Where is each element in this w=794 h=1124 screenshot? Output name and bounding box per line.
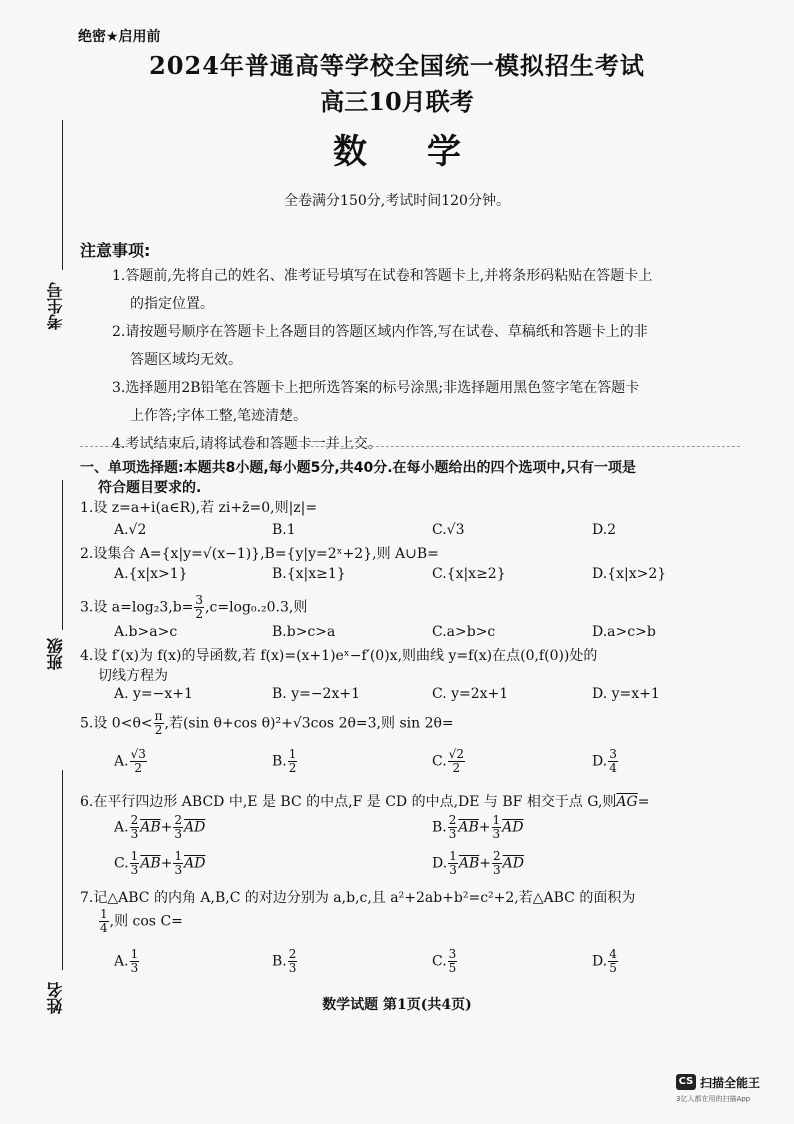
fraction (448, 748, 465, 775)
section-heading-line: 一、单项选择题:本题共8小题,每小题5分,共40分.在每小题给出的四个选项中,只有一项是 (80, 460, 636, 476)
vector-ad: $\overline{AD}$ (184, 855, 206, 872)
question-stem: ,若(sin θ+cos θ)²+√3cos 2θ=3,则 sin 2θ= (164, 715, 454, 732)
notice-item: 2.请按题号顺序在答题卡上各题目的答题区域内作答,写在试卷、草稿纸和答题卡上的非 (112, 324, 648, 340)
fraction (154, 710, 164, 737)
option-c (432, 748, 466, 775)
camscanner-name: 扫描全能王 (700, 1076, 761, 1090)
vector-ab: $\overline{AB}$ (140, 855, 161, 872)
fraction-num: √3 (130, 747, 146, 761)
fraction (288, 948, 298, 975)
plus-sign: + (479, 855, 491, 872)
option-letter: D. (432, 855, 448, 872)
fraction (130, 948, 140, 975)
option-letter: C. (114, 855, 129, 872)
side-label-exam-no: 考生号 (46, 282, 65, 330)
fraction-den: 3 (492, 863, 501, 877)
option-a (114, 814, 205, 841)
fraction-den: 5 (448, 961, 457, 975)
vector-ad: $\overline{AD}$ (502, 855, 524, 872)
fraction-den: 3 (130, 863, 139, 877)
fraction (130, 748, 147, 775)
question-3 (80, 594, 740, 621)
fraction-num: 2 (288, 947, 297, 961)
option-letter: A. (114, 819, 129, 836)
divider (80, 446, 740, 448)
option-letter: B. (272, 753, 287, 770)
fraction-num: 1 (288, 747, 297, 761)
option-d: D.a>c>b (592, 624, 656, 640)
question-stem: ,则 cos C= (109, 913, 183, 930)
fraction-num: 3 (448, 947, 457, 961)
camscanner-tagline: 3亿人都在用的扫描App (676, 1095, 751, 1103)
camscanner-logo-icon: CS (676, 1074, 696, 1090)
fraction-num: 2 (174, 813, 182, 827)
fraction-num: 2 (130, 813, 139, 827)
question-stem: 4.设 f′(x)为 f(x)的导函数,若 f(x)=(x+1)eˣ−f′(0)x,则曲线 y=f(x)在点(0,f(0))处的 (80, 648, 598, 664)
option-b (272, 948, 298, 975)
fraction-den: 3 (449, 863, 457, 877)
option-a: A.{x|x>1} (114, 566, 188, 582)
fraction-num: 1 (130, 849, 139, 863)
option-d (432, 850, 524, 877)
question-stem: 2.设集合 A={x|y=√(x−1)},B={y|y=2ˣ+2},则 A∪B= (80, 546, 439, 562)
fraction-num: 3 (609, 747, 617, 761)
question-stem: 3.设 a=log₂3,b= (80, 599, 194, 616)
question-stem: 1.设 z=a+i(a∈R),若 zi+z̄=0,则|z|= (80, 500, 318, 516)
option-c: C.{x|x≥2} (432, 566, 506, 582)
fraction-num: 2 (492, 849, 501, 863)
vector-ab: $\overline{AB}$ (140, 819, 161, 836)
option-letter: B. (432, 819, 447, 836)
fraction (492, 814, 502, 841)
fraction (608, 748, 618, 775)
option-b: B.{x|x≥1} (272, 566, 346, 582)
option-letter: C. (432, 753, 447, 770)
option-letter: D. (592, 753, 608, 770)
option-a (114, 948, 140, 975)
fraction-den: 4 (609, 761, 617, 775)
fraction (608, 948, 618, 975)
fraction-num: 1 (492, 813, 501, 827)
question-stem: 7.记△ABC 的内角 A,B,C 的对边分别为 a,b,c,且 a²+2ab+b²=c²+2,若△ABC 的面积为 (80, 890, 636, 906)
notice-item: 上作答;字体工整,笔迹清楚。 (130, 408, 308, 424)
option-letter: B. (272, 953, 287, 970)
option-c: C.√3 (432, 522, 465, 538)
fraction-num: 2 (448, 813, 457, 827)
fraction-num: π (154, 709, 163, 723)
option-a: A. y=−x+1 (114, 686, 193, 702)
notice-list (112, 262, 740, 458)
option-c (432, 948, 458, 975)
question-2 (80, 544, 740, 564)
fraction-num: 4 (609, 947, 617, 961)
question-1 (80, 498, 740, 518)
option-b: B. y=−2x+1 (272, 686, 360, 702)
full-score-note: 全卷满分150分,考试时间120分钟。 (284, 193, 510, 209)
option-c: C.a>b>c (432, 624, 496, 640)
notice-item: 的指定位置。 (130, 296, 214, 312)
fraction (288, 748, 298, 775)
fraction (194, 594, 204, 621)
option-a (114, 748, 148, 775)
notice-item: 答题区域均无效。 (130, 352, 242, 368)
plus-sign: + (478, 819, 491, 836)
side-label-name: 姓名 (46, 982, 65, 1014)
option-letter: C. (432, 953, 447, 970)
fraction-den: 2 (134, 761, 143, 775)
question-4 (80, 646, 740, 686)
option-letter: D. (592, 953, 608, 970)
fraction-den: 3 (130, 827, 139, 841)
option-b: B.b>c>a (272, 624, 336, 640)
fraction (448, 850, 458, 877)
option-d: D. y=x+1 (592, 686, 660, 702)
exam-subtitle: 高三10月联考 (320, 87, 474, 116)
fraction (173, 814, 183, 841)
question-5 (80, 710, 740, 737)
fraction (448, 948, 458, 975)
option-letter: A. (114, 953, 129, 970)
option-a: A.b>a>c (114, 624, 178, 640)
vector-ag: $\overline{AG}$ (616, 794, 638, 810)
option-d (592, 748, 619, 775)
question-stem: ,c=log₀.₂0.3,则 (205, 599, 308, 616)
fraction-den: 3 (492, 827, 501, 841)
option-a: A.√2 (114, 522, 147, 538)
fraction-den: 5 (609, 961, 617, 975)
fraction-den: 2 (452, 761, 461, 775)
equals-sign: = (637, 794, 650, 810)
fraction (99, 908, 109, 935)
option-b: B.1 (272, 522, 296, 538)
fraction (130, 850, 140, 877)
vector-ad: $\overline{AD}$ (502, 819, 524, 836)
fraction (492, 850, 502, 877)
option-b (432, 814, 524, 841)
option-d (592, 948, 619, 975)
fraction-den: 3 (130, 961, 139, 975)
option-c: C. y=2x+1 (432, 686, 509, 702)
option-d: D.2 (592, 522, 617, 538)
notice-item: 4.考试结束后,请将试卷和答题卡一并上交。 (112, 436, 382, 452)
option-d: D.{x|x>2} (592, 566, 667, 582)
fraction-num: 1 (449, 849, 457, 863)
option-b (272, 748, 298, 775)
fraction-den: 3 (174, 827, 182, 841)
section-heading-line: 符合题目要求的. (98, 480, 202, 496)
secret-label: 绝密★启用前 (78, 29, 161, 45)
page-footer: 数学试题 第1页(共4页) (322, 997, 472, 1013)
fraction-den: 3 (448, 827, 457, 841)
side-label-class: 班级 (46, 638, 65, 670)
fraction (448, 814, 458, 841)
fraction (173, 850, 183, 877)
side-line-exam-no (62, 120, 63, 270)
question-stem: 5.设 0<θ< (80, 715, 153, 732)
fraction-num: √2 (448, 747, 464, 761)
question-6 (80, 792, 740, 812)
subject-title: 数学 (333, 132, 521, 172)
fraction-den: 2 (288, 761, 297, 775)
side-line-name (62, 770, 63, 970)
vector-ad: $\overline{AD}$ (183, 819, 206, 836)
option-c (114, 850, 205, 877)
fraction-den: 4 (100, 921, 108, 935)
question-stem: 6.在平行四边形 ABCD 中,E 是 BC 的中点,F 是 CD 的中点,DE 与 BF 相交于点 G,则 (80, 794, 617, 810)
fraction-den: 2 (154, 723, 163, 737)
fraction-num: 1 (130, 947, 139, 961)
section-heading (80, 458, 740, 498)
question-7 (80, 888, 740, 935)
notice-heading: 注意事项: (80, 241, 151, 260)
exam-title: 2024年普通高等学校全国统一模拟招生考试 (149, 51, 645, 80)
fraction (130, 814, 140, 841)
notice-item: 3.选择题用2B铅笔在答题卡上把所选答案的标号涂黑;非选择题用黑色签字笔在答题卡 (112, 380, 640, 396)
plus-sign: + (160, 855, 173, 872)
fraction-den: 3 (288, 961, 297, 975)
fraction-num: 1 (174, 849, 183, 863)
option-letter: A. (114, 753, 129, 770)
vector-ab: $\overline{AB}$ (458, 819, 479, 836)
fraction-den: 2 (195, 607, 204, 621)
side-line-class (62, 480, 63, 630)
fraction-den: 3 (174, 863, 183, 877)
plus-sign: + (160, 819, 173, 836)
fraction-num: 1 (100, 907, 108, 921)
question-stem: 切线方程为 (98, 668, 168, 684)
fraction-num: 3 (195, 593, 204, 607)
vector-ab: $\overline{AB}$ (458, 855, 480, 872)
notice-item: 1.答题前,先将自己的姓名、准考证号填写在试卷和答题卡上,并将条形码粘贴在答题卡上 (112, 268, 653, 284)
